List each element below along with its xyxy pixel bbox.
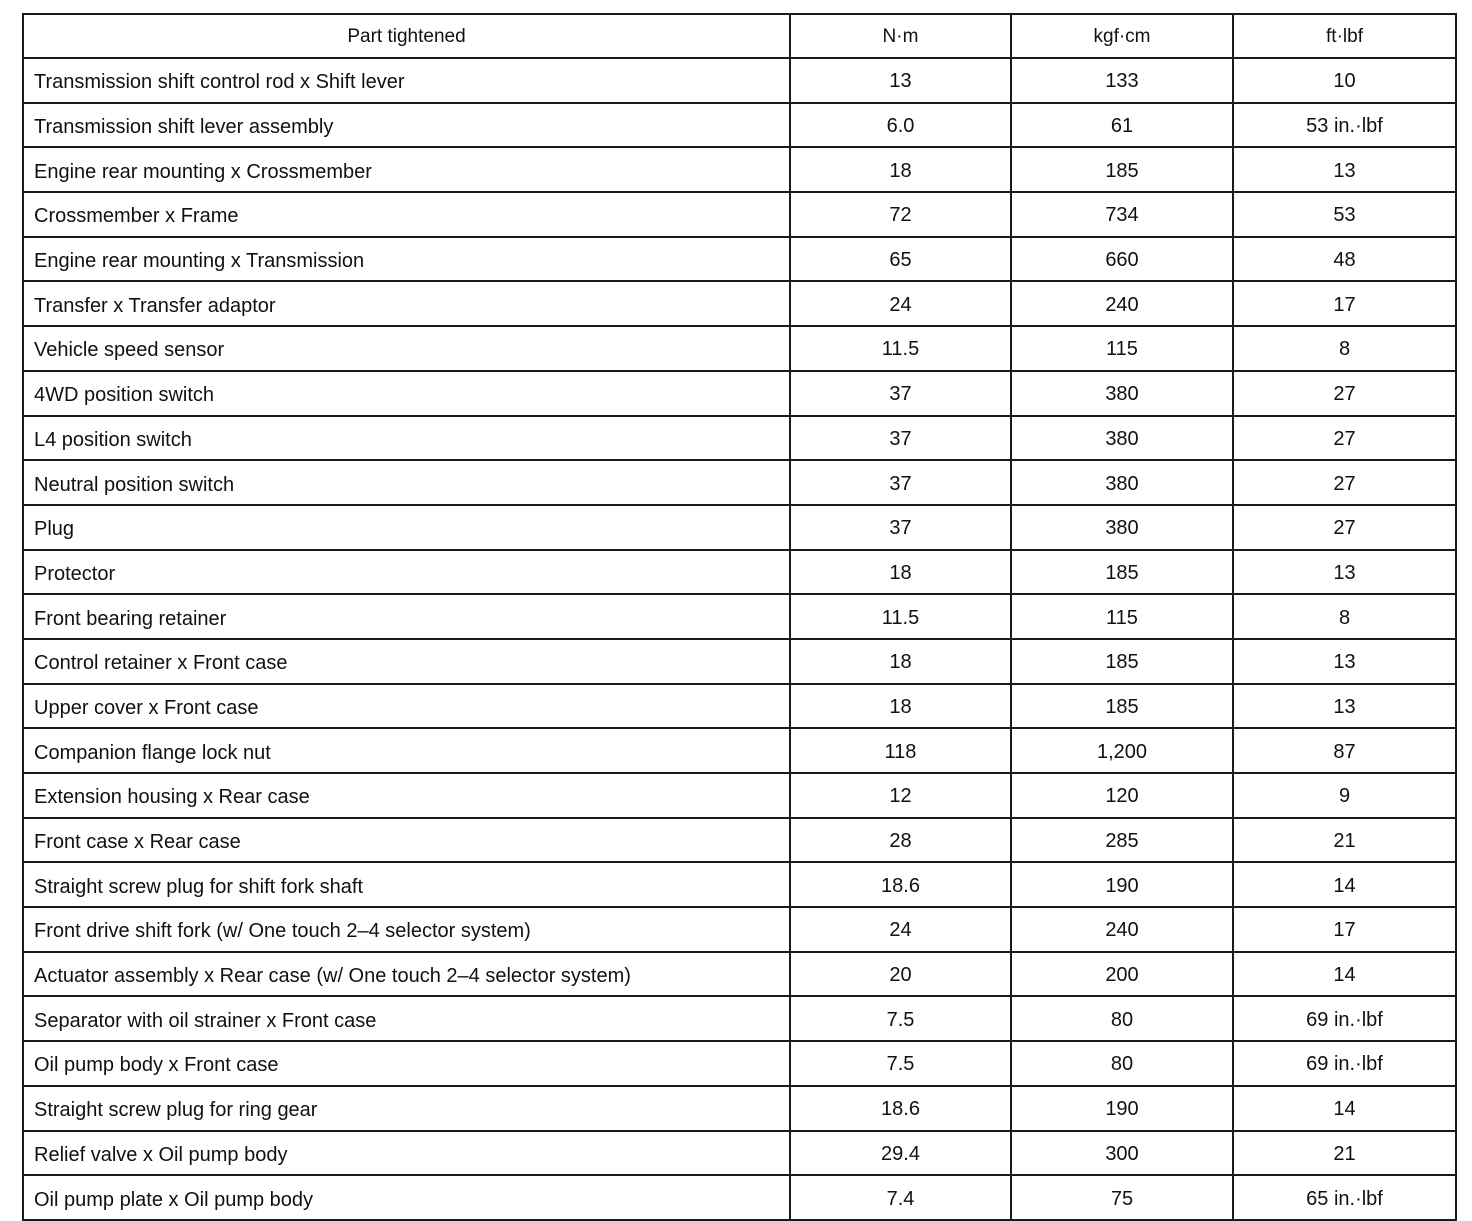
table-row <box>23 505 1456 550</box>
ft-lbf-cell: 10 <box>1233 58 1456 103</box>
table-body <box>23 58 1456 1220</box>
nm-cell: 6.0 <box>790 103 1011 148</box>
nm-cell: 7.5 <box>790 1041 1011 1086</box>
part-cell: Engine rear mounting x Transmission <box>23 237 790 282</box>
kgf-cm-cell: 133 <box>1011 58 1233 103</box>
nm-cell: 18.6 <box>790 1086 1011 1131</box>
table-row <box>23 773 1456 818</box>
part-cell: Transfer x Transfer adaptor <box>23 281 790 326</box>
table-row <box>23 326 1456 371</box>
table-row <box>23 1131 1456 1176</box>
table-row <box>23 1086 1456 1131</box>
ft-lbf-cell: 27 <box>1233 371 1456 416</box>
part-cell: Relief valve x Oil pump body <box>23 1131 790 1176</box>
nm-cell: 28 <box>790 818 1011 863</box>
nm-cell: 11.5 <box>790 326 1011 371</box>
nm-cell: 24 <box>790 281 1011 326</box>
ft-lbf-cell: 48 <box>1233 237 1456 282</box>
table-row <box>23 996 1456 1041</box>
nm-cell: 37 <box>790 416 1011 461</box>
part-cell: Crossmember x Frame <box>23 192 790 237</box>
header-part-tightened: Part tightened <box>23 14 790 58</box>
kgf-cm-cell: 61 <box>1011 103 1233 148</box>
kgf-cm-cell: 380 <box>1011 371 1233 416</box>
ft-lbf-cell: 53 <box>1233 192 1456 237</box>
kgf-cm-cell: 300 <box>1011 1131 1233 1176</box>
ft-lbf-cell: 13 <box>1233 684 1456 729</box>
ft-lbf-cell: 27 <box>1233 505 1456 550</box>
nm-cell: 18.6 <box>790 862 1011 907</box>
ft-lbf-cell: 69 in.·lbf <box>1233 1041 1456 1086</box>
part-cell: Oil pump body x Front case <box>23 1041 790 1086</box>
ft-lbf-cell: 17 <box>1233 907 1456 952</box>
part-cell: Neutral position switch <box>23 460 790 505</box>
ft-lbf-cell: 69 in.·lbf <box>1233 996 1456 1041</box>
kgf-cm-cell: 380 <box>1011 460 1233 505</box>
nm-cell: 37 <box>790 505 1011 550</box>
nm-cell: 12 <box>790 773 1011 818</box>
header-newton-meters: N·m <box>790 14 1011 58</box>
nm-cell: 20 <box>790 952 1011 997</box>
nm-cell: 11.5 <box>790 594 1011 639</box>
table-row <box>23 237 1456 282</box>
part-cell: 4WD position switch <box>23 371 790 416</box>
kgf-cm-cell: 80 <box>1011 996 1233 1041</box>
ft-lbf-cell: 8 <box>1233 326 1456 371</box>
kgf-cm-cell: 240 <box>1011 281 1233 326</box>
kgf-cm-cell: 660 <box>1011 237 1233 282</box>
table-row <box>23 192 1456 237</box>
ft-lbf-cell: 87 <box>1233 728 1456 773</box>
kgf-cm-cell: 734 <box>1011 192 1233 237</box>
part-cell: L4 position switch <box>23 416 790 461</box>
ft-lbf-cell: 14 <box>1233 1086 1456 1131</box>
kgf-cm-cell: 185 <box>1011 147 1233 192</box>
ft-lbf-cell: 65 in.·lbf <box>1233 1175 1456 1220</box>
table-row <box>23 907 1456 952</box>
kgf-cm-cell: 285 <box>1011 818 1233 863</box>
ft-lbf-cell: 17 <box>1233 281 1456 326</box>
kgf-cm-cell: 80 <box>1011 1041 1233 1086</box>
part-cell: Front bearing retainer <box>23 594 790 639</box>
ft-lbf-cell: 21 <box>1233 818 1456 863</box>
nm-cell: 118 <box>790 728 1011 773</box>
part-cell: Transmission shift control rod x Shift lever <box>23 58 790 103</box>
part-cell: Protector <box>23 550 790 595</box>
table-row <box>23 147 1456 192</box>
nm-cell: 18 <box>790 639 1011 684</box>
table-row <box>23 550 1456 595</box>
ft-lbf-cell: 21 <box>1233 1131 1456 1176</box>
part-cell: Front drive shift fork (w/ One touch 2–4 selector system) <box>23 907 790 952</box>
table-row <box>23 594 1456 639</box>
part-cell: Plug <box>23 505 790 550</box>
ft-lbf-cell: 13 <box>1233 550 1456 595</box>
part-cell: Engine rear mounting x Crossmember <box>23 147 790 192</box>
nm-cell: 13 <box>790 58 1011 103</box>
table-row <box>23 460 1456 505</box>
part-cell: Extension housing x Rear case <box>23 773 790 818</box>
header-kgf-cm: kgf·cm <box>1011 14 1233 58</box>
nm-cell: 37 <box>790 460 1011 505</box>
part-cell: Straight screw plug for ring gear <box>23 1086 790 1131</box>
nm-cell: 29.4 <box>790 1131 1011 1176</box>
table-row <box>23 818 1456 863</box>
nm-cell: 7.4 <box>790 1175 1011 1220</box>
part-cell: Companion flange lock nut <box>23 728 790 773</box>
nm-cell: 72 <box>790 192 1011 237</box>
nm-cell: 18 <box>790 550 1011 595</box>
ft-lbf-cell: 13 <box>1233 639 1456 684</box>
part-cell: Actuator assembly x Rear case (w/ One touch 2–4 selector system) <box>23 952 790 997</box>
nm-cell: 7.5 <box>790 996 1011 1041</box>
kgf-cm-cell: 190 <box>1011 1086 1233 1131</box>
nm-cell: 18 <box>790 684 1011 729</box>
ft-lbf-cell: 14 <box>1233 862 1456 907</box>
part-cell: Control retainer x Front case <box>23 639 790 684</box>
part-cell: Separator with oil strainer x Front case <box>23 996 790 1041</box>
part-cell: Transmission shift lever assembly <box>23 103 790 148</box>
table-row <box>23 103 1456 148</box>
table-row <box>23 371 1456 416</box>
nm-cell: 18 <box>790 147 1011 192</box>
kgf-cm-cell: 185 <box>1011 684 1233 729</box>
kgf-cm-cell: 115 <box>1011 594 1233 639</box>
table-row <box>23 1041 1456 1086</box>
ft-lbf-cell: 27 <box>1233 416 1456 461</box>
header-row <box>23 14 1456 58</box>
part-cell: Vehicle speed sensor <box>23 326 790 371</box>
kgf-cm-cell: 200 <box>1011 952 1233 997</box>
kgf-cm-cell: 1,200 <box>1011 728 1233 773</box>
table-row <box>23 684 1456 729</box>
torque-spec-table <box>22 13 1457 1221</box>
nm-cell: 65 <box>790 237 1011 282</box>
table-row <box>23 862 1456 907</box>
table-row <box>23 1175 1456 1220</box>
nm-cell: 37 <box>790 371 1011 416</box>
part-cell: Upper cover x Front case <box>23 684 790 729</box>
ft-lbf-cell: 9 <box>1233 773 1456 818</box>
table-row <box>23 639 1456 684</box>
table-row <box>23 728 1456 773</box>
kgf-cm-cell: 185 <box>1011 550 1233 595</box>
part-cell: Oil pump plate x Oil pump body <box>23 1175 790 1220</box>
ft-lbf-cell: 53 in.·lbf <box>1233 103 1456 148</box>
table-row <box>23 416 1456 461</box>
kgf-cm-cell: 240 <box>1011 907 1233 952</box>
table-row <box>23 58 1456 103</box>
part-cell: Straight screw plug for shift fork shaft <box>23 862 790 907</box>
nm-cell: 24 <box>790 907 1011 952</box>
kgf-cm-cell: 380 <box>1011 416 1233 461</box>
kgf-cm-cell: 190 <box>1011 862 1233 907</box>
kgf-cm-cell: 115 <box>1011 326 1233 371</box>
kgf-cm-cell: 185 <box>1011 639 1233 684</box>
kgf-cm-cell: 120 <box>1011 773 1233 818</box>
kgf-cm-cell: 75 <box>1011 1175 1233 1220</box>
header-ft-lbf: ft·lbf <box>1233 14 1456 58</box>
kgf-cm-cell: 380 <box>1011 505 1233 550</box>
ft-lbf-cell: 14 <box>1233 952 1456 997</box>
ft-lbf-cell: 13 <box>1233 147 1456 192</box>
ft-lbf-cell: 8 <box>1233 594 1456 639</box>
part-cell: Front case x Rear case <box>23 818 790 863</box>
table-row <box>23 952 1456 997</box>
ft-lbf-cell: 27 <box>1233 460 1456 505</box>
table-row <box>23 281 1456 326</box>
